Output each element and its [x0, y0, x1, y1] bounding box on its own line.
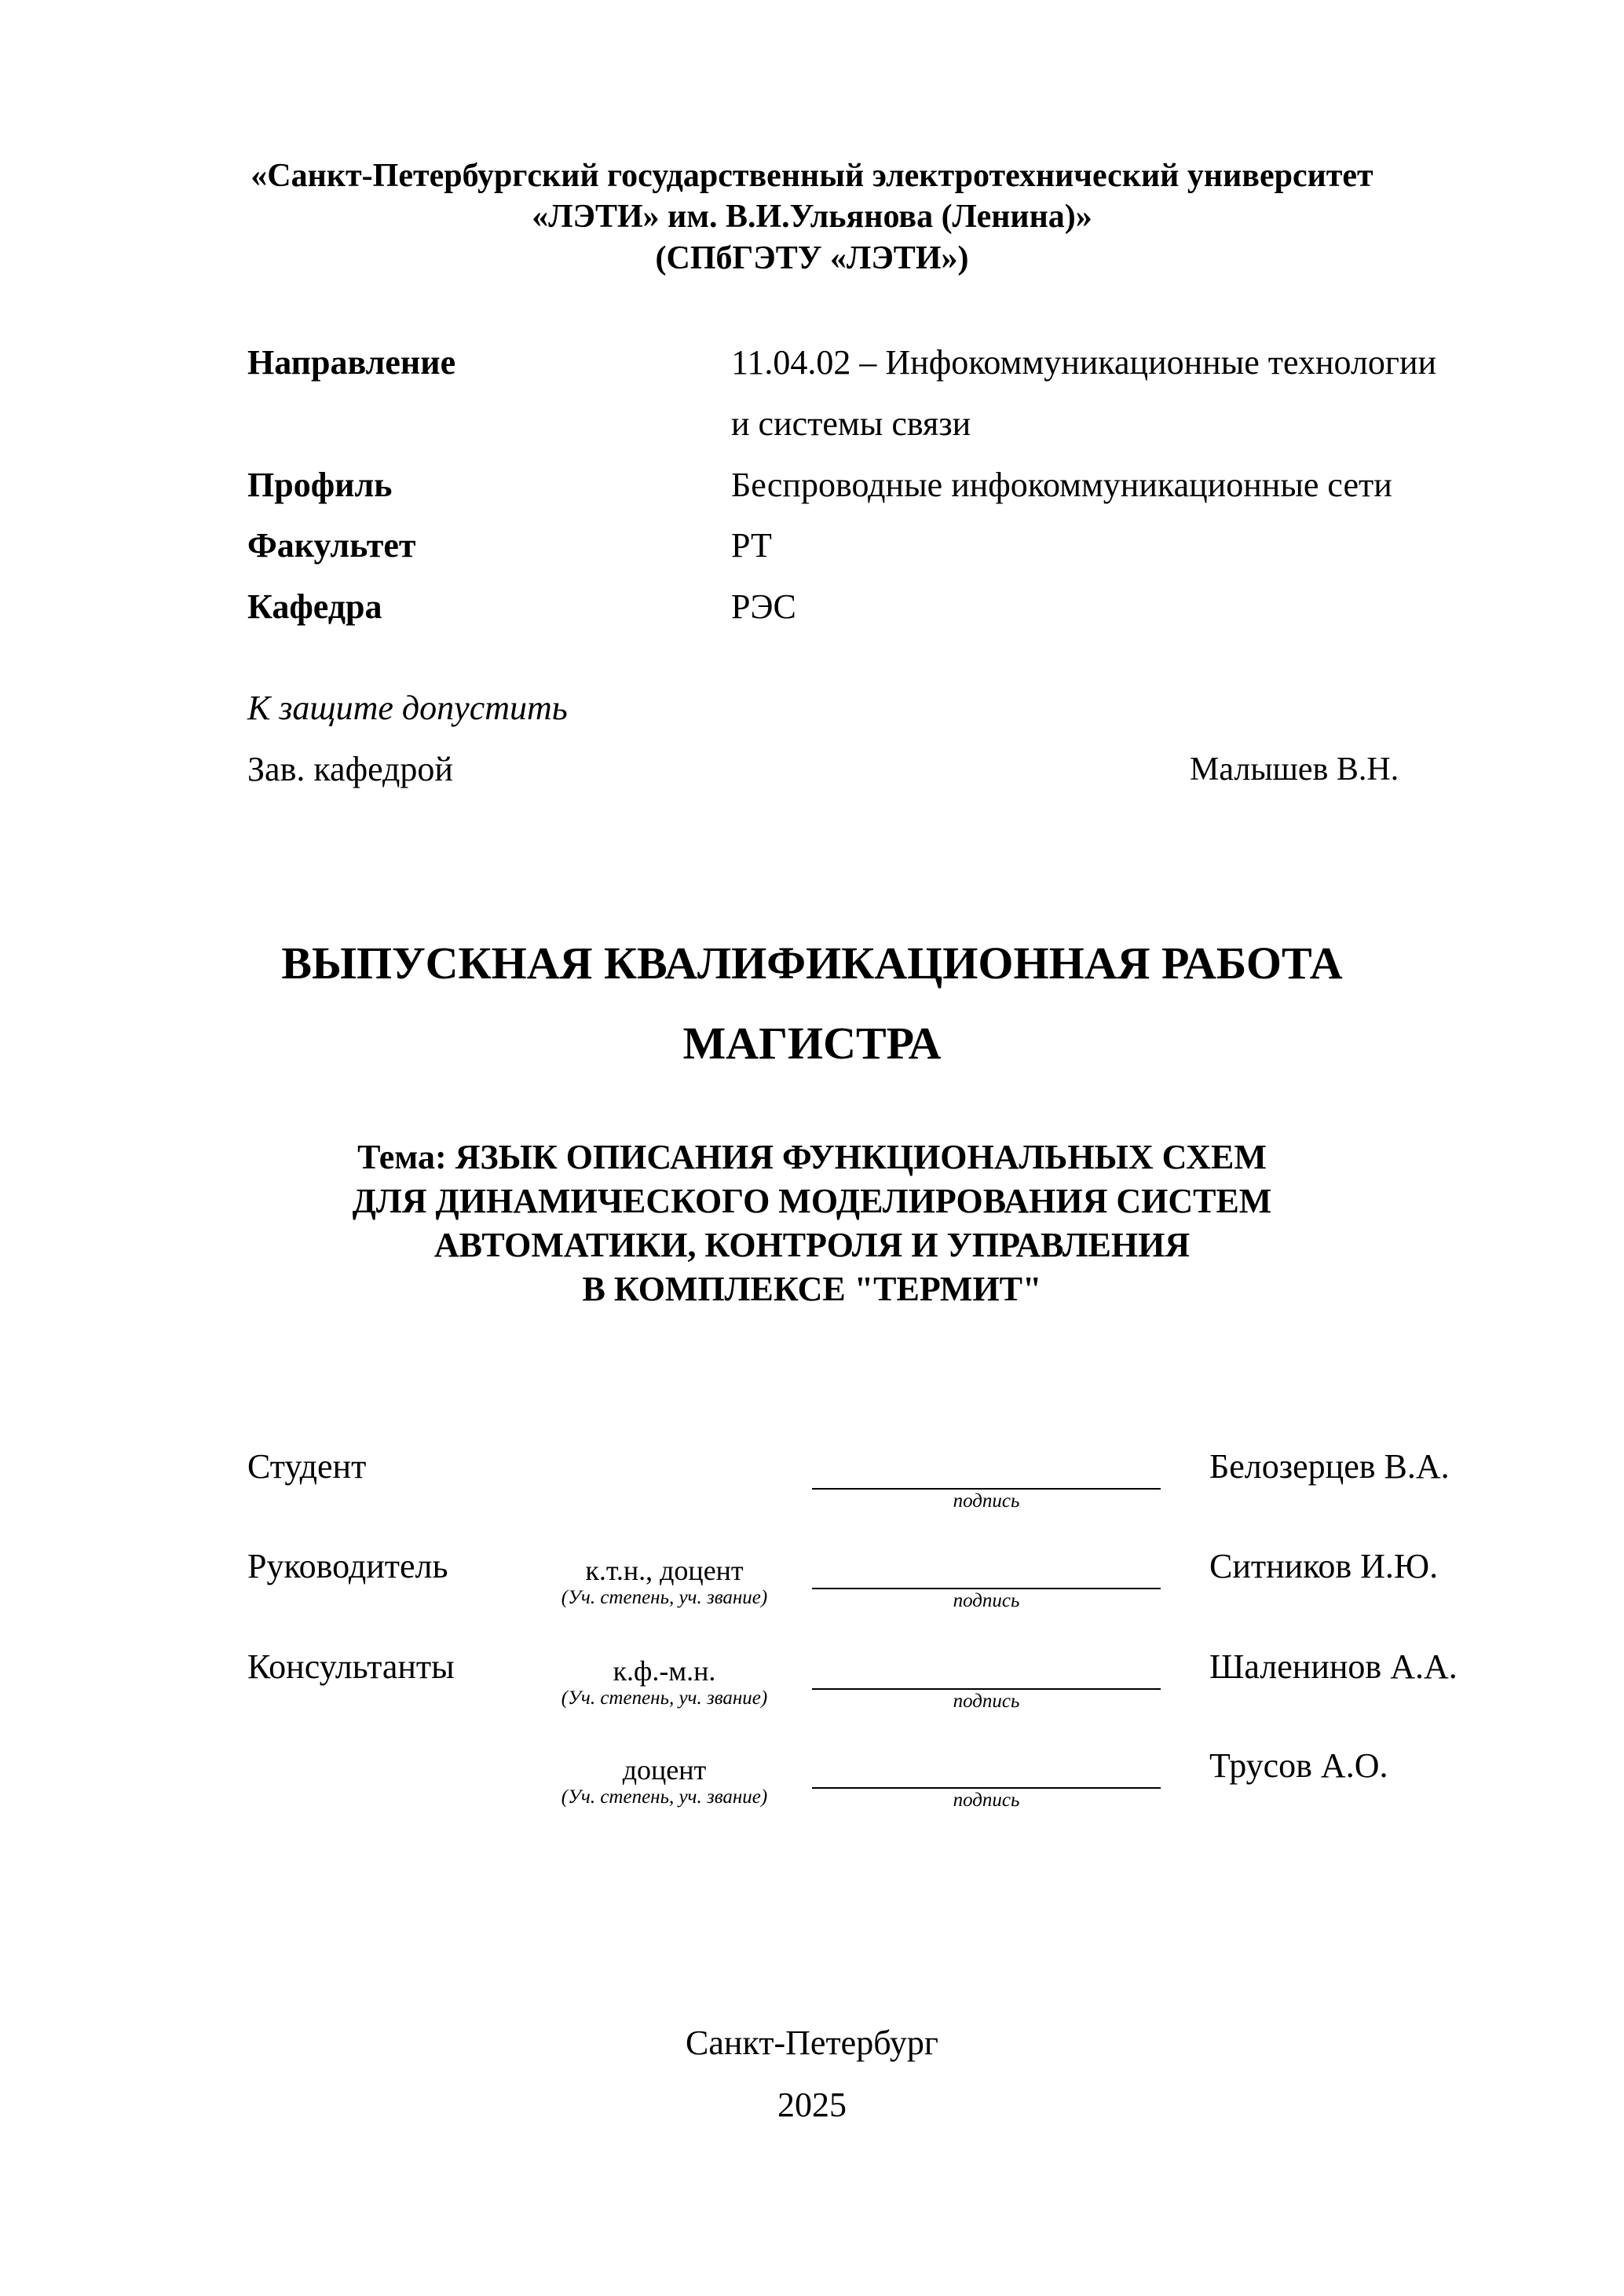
consultant-2-degree: доцент	[622, 1754, 707, 1786]
topic-line-1: Тема: ЯЗЫК ОПИСАНИЯ ФУНКЦИОНАЛЬНЫХ СХЕМ	[357, 1138, 1267, 1176]
student-signature-hint: подпись	[953, 1490, 1020, 1512]
topic-line-4: В КОМПЛЕКСЕ "ТЕРМИТ"	[582, 1270, 1042, 1308]
department-head-label: Зав. кафедрой	[247, 750, 453, 788]
supervisor-name: Ситников И.Ю.	[1209, 1547, 1439, 1585]
consultant-2-signature-hint: подпись	[953, 1790, 1020, 1811]
university-abbreviation: (СПбГЭТУ «ЛЭТИ»)	[655, 240, 969, 276]
department-label: Кафедра	[247, 587, 382, 626]
supervisor-label: Руководитель	[247, 1547, 448, 1585]
consultant-1-degree: к.ф.-м.н.	[613, 1655, 716, 1687]
supervisor-signature-hint: подпись	[953, 1590, 1020, 1611]
faculty-value: РТ	[731, 526, 772, 565]
department-value: РЭС	[731, 587, 796, 626]
consultant-1-name: Шаленинов А.А.	[1209, 1647, 1458, 1686]
topic-line-3: АВТОМАТИКИ, КОНТРОЛЯ И УПРАВЛЕНИЯ	[433, 1226, 1191, 1264]
faculty-label: Факультет	[247, 526, 416, 565]
consultant-2-name: Трусов А.О.	[1209, 1746, 1388, 1785]
document-title-line-2: МАГИСТРА	[682, 1018, 942, 1069]
admission-text: К защите допустить	[247, 689, 568, 727]
topic-line-2: ДЛЯ ДИНАМИЧЕСКОГО МОДЕЛИРОВАНИЯ СИСТЕМ	[352, 1182, 1272, 1220]
department-head-name: Малышев В.Н.	[1190, 751, 1399, 788]
direction-label: Направление	[247, 343, 456, 382]
direction-value-line-2: и системы связи	[731, 404, 971, 443]
supervisor-degree-hint: (Уч. степень, уч. звание)	[561, 1587, 768, 1608]
student-name: Белозерцев В.А.	[1209, 1447, 1450, 1486]
profile-value: Беспроводные инфокоммуникационные сети	[731, 466, 1392, 504]
profile-label: Профиль	[247, 466, 393, 504]
student-label: Студент	[247, 1447, 367, 1486]
consultant-1-signature-hint: подпись	[953, 1691, 1020, 1712]
consultant-1-degree-hint: (Уч. степень, уч. звание)	[561, 1687, 768, 1709]
consultants-label: Консультанты	[247, 1647, 455, 1686]
direction-value-line-1: 11.04.02 – Инфокоммуникационные технологии	[731, 343, 1437, 382]
document-title-line-1: ВЫПУСКНАЯ КВАЛИФИКАЦИОННАЯ РАБОТА	[281, 938, 1343, 989]
city: Санкт-Петербург	[686, 2024, 938, 2062]
university-name-line-1: «Санкт-Петербургский государственный электротехнический университет	[251, 158, 1373, 194]
supervisor-degree: к.т.н., доцент	[585, 1555, 744, 1586]
university-name-line-2: «ЛЭТИ» им. В.И.Ульянова (Ленина)»	[532, 199, 1092, 235]
year: 2025	[777, 2086, 847, 2124]
consultant-2-degree-hint: (Уч. степень, уч. звание)	[561, 1786, 768, 1808]
